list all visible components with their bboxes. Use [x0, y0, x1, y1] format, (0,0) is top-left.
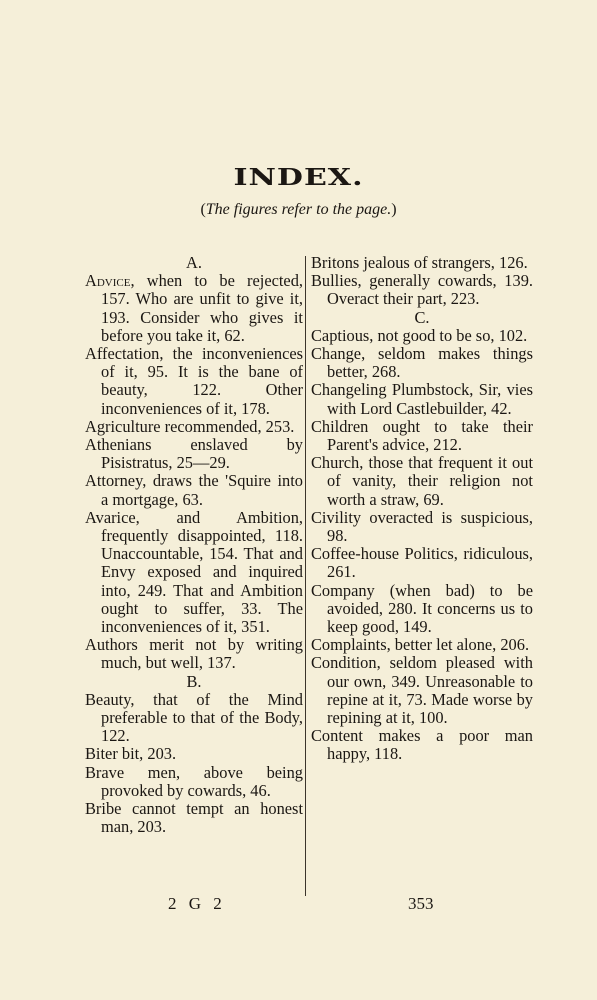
entry-text: , when to be rejected, 157. Who are unfit to give it, 193. Consider who gives it before you take it, 62.: [101, 271, 303, 345]
index-entry-civility: Civility overacted is suspicious, 98.: [311, 507, 533, 546]
subtitle-open-paren: (: [200, 201, 206, 218]
index-entry-athenians: Athenians enslaved by Pisistratus, 25—29.: [85, 435, 303, 473]
index-entry-avarice: Avarice, and Ambition, frequently disappointed, 118. Unaccountable, 154. That and Envy exposed and inquired into, 249. That and Ambition ought to suffer, 33. The inconveniences of it, 351.: [85, 507, 303, 637]
subtitle-close-paren: ): [391, 201, 397, 218]
index-entry-attorney: Attorney, draws the 'Squire into a mortgage, 63.: [85, 471, 303, 509]
section-letter-c: C.: [414, 307, 430, 327]
index-entry-affectation: Affectation, the inconveniences of it, 95. It is the bane of beauty, 122. Other inconveniences of it, 178.: [85, 344, 303, 418]
index-column-left: [85, 254, 303, 837]
page-subtitle: [0, 201, 597, 219]
index-entry-changeling: Changeling Plumbstock, Sir, vies with Lord Castlebuilder, 42.: [311, 380, 533, 418]
index-entry-advice: [85, 272, 303, 345]
index-entry-captious: Captious, not good to be so, 102.: [311, 325, 528, 345]
index-entry-complaints: Complaints, better let alone, 206.: [311, 635, 530, 655]
index-entry-agriculture: Agriculture recommended, 253.: [85, 416, 295, 436]
index-column-right: [311, 254, 533, 764]
index-entry-church: Church, those that frequent it out of vanity, their religion not worth a straw, 69.: [311, 453, 533, 509]
page-title: INDEX.: [233, 163, 364, 192]
index-entry-company: Company (when bad) to be avoided, 280. It concerns us to keep good, 149.: [311, 580, 533, 637]
index-entry-brave-men: Brave men, above being provoked by cowards, 46.: [85, 762, 303, 800]
index-entry-authors: Authors merit not by writing much, but well, 137.: [85, 635, 303, 673]
signature-mark: 2 G 2: [168, 894, 226, 913]
page-number: 353: [408, 894, 434, 913]
entry-headword: Advice: [85, 271, 131, 291]
index-entry-condition: Condition, seldom pleased with our own, 349. Unreasonable to repine at it, 73. Made worse by repining at it, 100.: [311, 653, 533, 728]
index-entry-bribe: Bribe cannot tempt an honest man, 203.: [85, 799, 303, 837]
index-entry-coffee-house: Coffee-house Politics, ridiculous, 261.: [311, 544, 533, 582]
subtitle-note: The figures refer to the page.: [205, 201, 392, 218]
index-entry-bullies: Bullies, generally cowards, 139. Overact their part, 223.: [311, 271, 533, 309]
column-divider: [305, 256, 306, 896]
index-entry-britons: Britons jealous of strangers, 126.: [311, 253, 528, 272]
index-entry-content: Content makes a poor man happy, 118.: [311, 726, 533, 764]
index-entry-beauty: Beauty, that of the Mind preferable to that of the Body, 122.: [85, 689, 303, 746]
index-entry-change: Change, seldom makes things better, 268.: [311, 344, 533, 382]
index-entry-children: Children ought to take their Parent's advice, 212.: [311, 416, 533, 455]
section-letter-a: A.: [186, 253, 202, 272]
section-letter-b: B.: [186, 671, 202, 691]
index-entry-biter: Biter bit, 203.: [85, 744, 177, 764]
